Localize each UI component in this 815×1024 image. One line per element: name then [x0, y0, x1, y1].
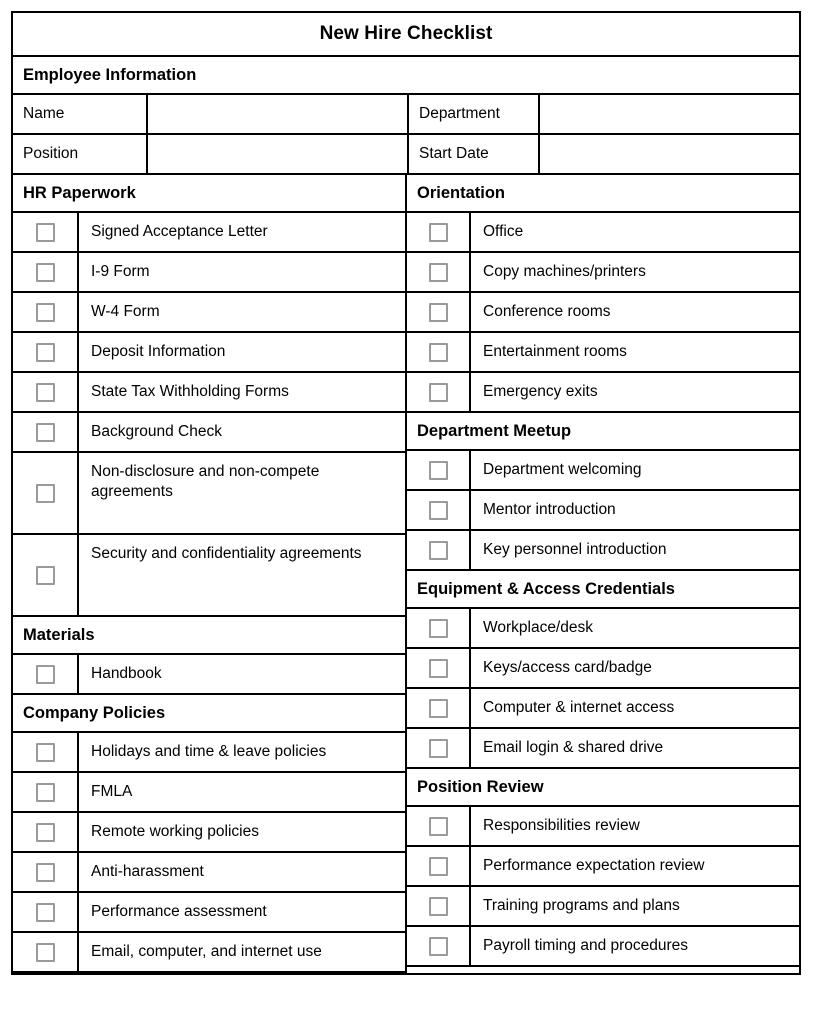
checkbox-cell[interactable] [13, 655, 79, 693]
checklist-body [13, 175, 799, 973]
employee-information-header: Employee Information [13, 57, 799, 95]
checklist-row [13, 373, 405, 413]
checklist-row [407, 333, 799, 373]
checklist-item-label: Performance expectation review [483, 857, 705, 874]
checklist-row [13, 773, 405, 813]
checklist-row [13, 293, 405, 333]
checklist-row [407, 373, 799, 413]
section-header-orientation: Orientation [407, 175, 799, 213]
checklist-item-label: Email, computer, and internet use [91, 943, 322, 960]
checklist-item-label: Copy machines/printers [483, 263, 646, 280]
checkbox-office[interactable] [429, 223, 448, 242]
checklist-row [13, 655, 405, 695]
checkbox-state-tax-withholding-forms[interactable] [36, 383, 55, 402]
checklist-row [13, 413, 405, 453]
name-label: Name [13, 95, 148, 133]
checklist-item-label: Responsibilities review [483, 817, 640, 834]
checkbox-cell[interactable] [13, 813, 79, 851]
checkbox-cell[interactable] [407, 649, 471, 687]
checklist-item-label: Workplace/desk [483, 619, 593, 636]
checklist-row [13, 893, 405, 933]
checkbox-cell[interactable] [13, 853, 79, 891]
checklist-row [13, 333, 405, 373]
checkbox-cell[interactable] [13, 893, 79, 931]
checkbox-mentor-introduction[interactable] [429, 501, 448, 520]
checkbox-cell[interactable] [407, 451, 471, 489]
checkbox-training-programs-and-plans[interactable] [429, 897, 448, 916]
checkbox-cell[interactable] [407, 847, 471, 885]
checklist-row [407, 451, 799, 491]
checkbox-remote-working-policies[interactable] [36, 823, 55, 842]
checklist-row [13, 453, 405, 535]
checkbox-cell[interactable] [13, 733, 79, 771]
checkbox-cell[interactable] [407, 373, 471, 411]
checkbox-cell[interactable] [407, 927, 471, 965]
checkbox-cell[interactable] [407, 729, 471, 767]
checklist-item-label: FMLA [91, 783, 133, 800]
name-field[interactable] [148, 95, 409, 133]
checkbox-cell[interactable] [407, 887, 471, 925]
checkbox-anti-harassment[interactable] [36, 863, 55, 882]
checklist-item-label: Holidays and time & leave policies [91, 743, 327, 760]
checkbox-cell[interactable] [13, 773, 79, 811]
checkbox-security-and-confidentiality-agreements[interactable] [36, 566, 55, 585]
section-header-company-policies: Company Policies [13, 695, 405, 733]
section-header-position-review: Position Review [407, 769, 799, 807]
start-date-field[interactable] [540, 135, 799, 173]
department-field[interactable] [540, 95, 799, 133]
checklist-item-label: Conference rooms [483, 303, 611, 320]
checkbox-responsibilities-review[interactable] [429, 817, 448, 836]
checkbox-cell[interactable] [407, 491, 471, 529]
checklist-item-label: Mentor introduction [483, 501, 616, 518]
section-header-equipment-and-access-credentials: Equipment & Access Credentials [407, 571, 799, 609]
checklist-item-label: Key personnel introduction [483, 541, 667, 558]
checklist-item-label: Deposit Information [91, 343, 226, 360]
checklist-row [13, 933, 405, 973]
checkbox-cell[interactable] [407, 213, 471, 251]
checklist-item-label: W-4 Form [91, 303, 160, 320]
checklist-item-label: Payroll timing and procedures [483, 937, 689, 954]
checkbox-computer-and-internet-access[interactable] [429, 699, 448, 718]
checklist-row [13, 213, 405, 253]
checklist-row [407, 847, 799, 887]
checklist-item-label: Entertainment rooms [483, 343, 627, 360]
checkbox-cell[interactable] [13, 253, 79, 291]
checkbox-non-disclosure-and-non-compete-agreements[interactable] [36, 484, 55, 503]
checklist-row [13, 813, 405, 853]
checkbox-cell[interactable] [13, 293, 79, 331]
checklist-row [407, 293, 799, 333]
checklist-row [407, 927, 799, 967]
checkbox-key-personnel-introduction[interactable] [429, 541, 448, 560]
checklist-row [407, 807, 799, 847]
checklist-item-label: Anti-harassment [91, 863, 204, 880]
checkbox-holidays-and-time-and-leave-policies[interactable] [36, 743, 55, 762]
document-title-row [13, 13, 799, 57]
checklist-column-left [13, 175, 407, 973]
department-label: Department [409, 95, 540, 133]
checkbox-cell[interactable] [407, 807, 471, 845]
checklist-row [13, 535, 405, 617]
checkbox-background-check[interactable] [36, 423, 55, 442]
section-header-hr-paperwork: HR Paperwork [13, 175, 405, 213]
checkbox-cell[interactable] [407, 531, 471, 569]
page-title: New Hire Checklist [319, 23, 493, 44]
position-label: Position [13, 135, 148, 173]
checkbox-fmla[interactable] [36, 783, 55, 802]
start-date-label: Start Date [409, 135, 540, 173]
checkbox-cell[interactable] [407, 253, 471, 291]
checkbox-entertainment-rooms[interactable] [429, 343, 448, 362]
checklist-item-label: Remote working policies [91, 823, 259, 840]
employee-info-row-2 [13, 135, 799, 175]
checklist-row [407, 609, 799, 649]
checkbox-cell[interactable] [13, 933, 79, 971]
checklist-row [13, 853, 405, 893]
checklist-item-label: Keys/access card/badge [483, 659, 652, 676]
checkbox-cell[interactable] [407, 609, 471, 647]
checkbox-cell[interactable] [13, 453, 79, 533]
checklist-item-label: Email login & shared drive [483, 739, 664, 756]
checklist-row [13, 253, 405, 293]
checkbox-cell[interactable] [407, 689, 471, 727]
checklist-row [407, 213, 799, 253]
checklist-row [407, 689, 799, 729]
checklist-row [407, 253, 799, 293]
position-field[interactable] [148, 135, 409, 173]
checkbox-payroll-timing-and-procedures[interactable] [429, 937, 448, 956]
checkbox-performance-assessment[interactable] [36, 903, 55, 922]
checkbox-i-9-form[interactable] [36, 263, 55, 282]
checklist-item-label: Emergency exits [483, 383, 598, 400]
checkbox-deposit-information[interactable] [36, 343, 55, 362]
checkbox-cell[interactable] [13, 535, 79, 615]
checklist-item-label: Office [483, 223, 524, 240]
checklist-item-label: Handbook [91, 665, 162, 682]
checklist-item-label: Training programs and plans [483, 897, 680, 914]
checkbox-cell[interactable] [13, 333, 79, 371]
checklist-item-label: Computer & internet access [483, 699, 675, 716]
employee-info-row-1 [13, 95, 799, 135]
checklist-row [407, 729, 799, 769]
checkbox-cell[interactable] [407, 293, 471, 331]
checkbox-cell[interactable] [13, 413, 79, 451]
checklist-row [13, 733, 405, 773]
checklist-item-label: Performance assessment [91, 903, 267, 920]
checklist-row [407, 887, 799, 927]
checklist-document [11, 11, 801, 975]
checklist-row [407, 531, 799, 571]
checklist-item-label: Background Check [91, 423, 222, 440]
checklist-row [407, 491, 799, 531]
checklist-item-label: Non-disclosure and non-compete agreements [91, 463, 320, 500]
checkbox-cell[interactable] [13, 213, 79, 251]
checklist-item-label: I-9 Form [91, 263, 150, 280]
checkbox-cell[interactable] [407, 333, 471, 371]
checkbox-handbook[interactable] [36, 665, 55, 684]
checkbox-conference-rooms[interactable] [429, 303, 448, 322]
section-header-department-meetup: Department Meetup [407, 413, 799, 451]
checklist-row [407, 649, 799, 689]
checklist-column-right [407, 175, 799, 973]
checkbox-department-welcoming[interactable] [429, 461, 448, 480]
checklist-item-label: Department welcoming [483, 461, 642, 478]
checklist-item-label: Security and confidentiality agreements [91, 545, 362, 562]
checkbox-signed-acceptance-letter[interactable] [36, 223, 55, 242]
checkbox-workplace-desk[interactable] [429, 619, 448, 638]
checklist-item-label: State Tax Withholding Forms [91, 383, 289, 400]
checkbox-emergency-exits[interactable] [429, 383, 448, 402]
checkbox-keys-access-card-badge[interactable] [429, 659, 448, 678]
checkbox-cell[interactable] [13, 373, 79, 411]
checkbox-copy-machines-printers[interactable] [429, 263, 448, 282]
checklist-item-label: Signed Acceptance Letter [91, 223, 268, 240]
section-header-materials: Materials [13, 617, 405, 655]
checkbox-email-computer-and-internet-use[interactable] [36, 943, 55, 962]
checkbox-email-login-and-shared-drive[interactable] [429, 739, 448, 758]
checkbox-w-4-form[interactable] [36, 303, 55, 322]
checkbox-performance-expectation-review[interactable] [429, 857, 448, 876]
